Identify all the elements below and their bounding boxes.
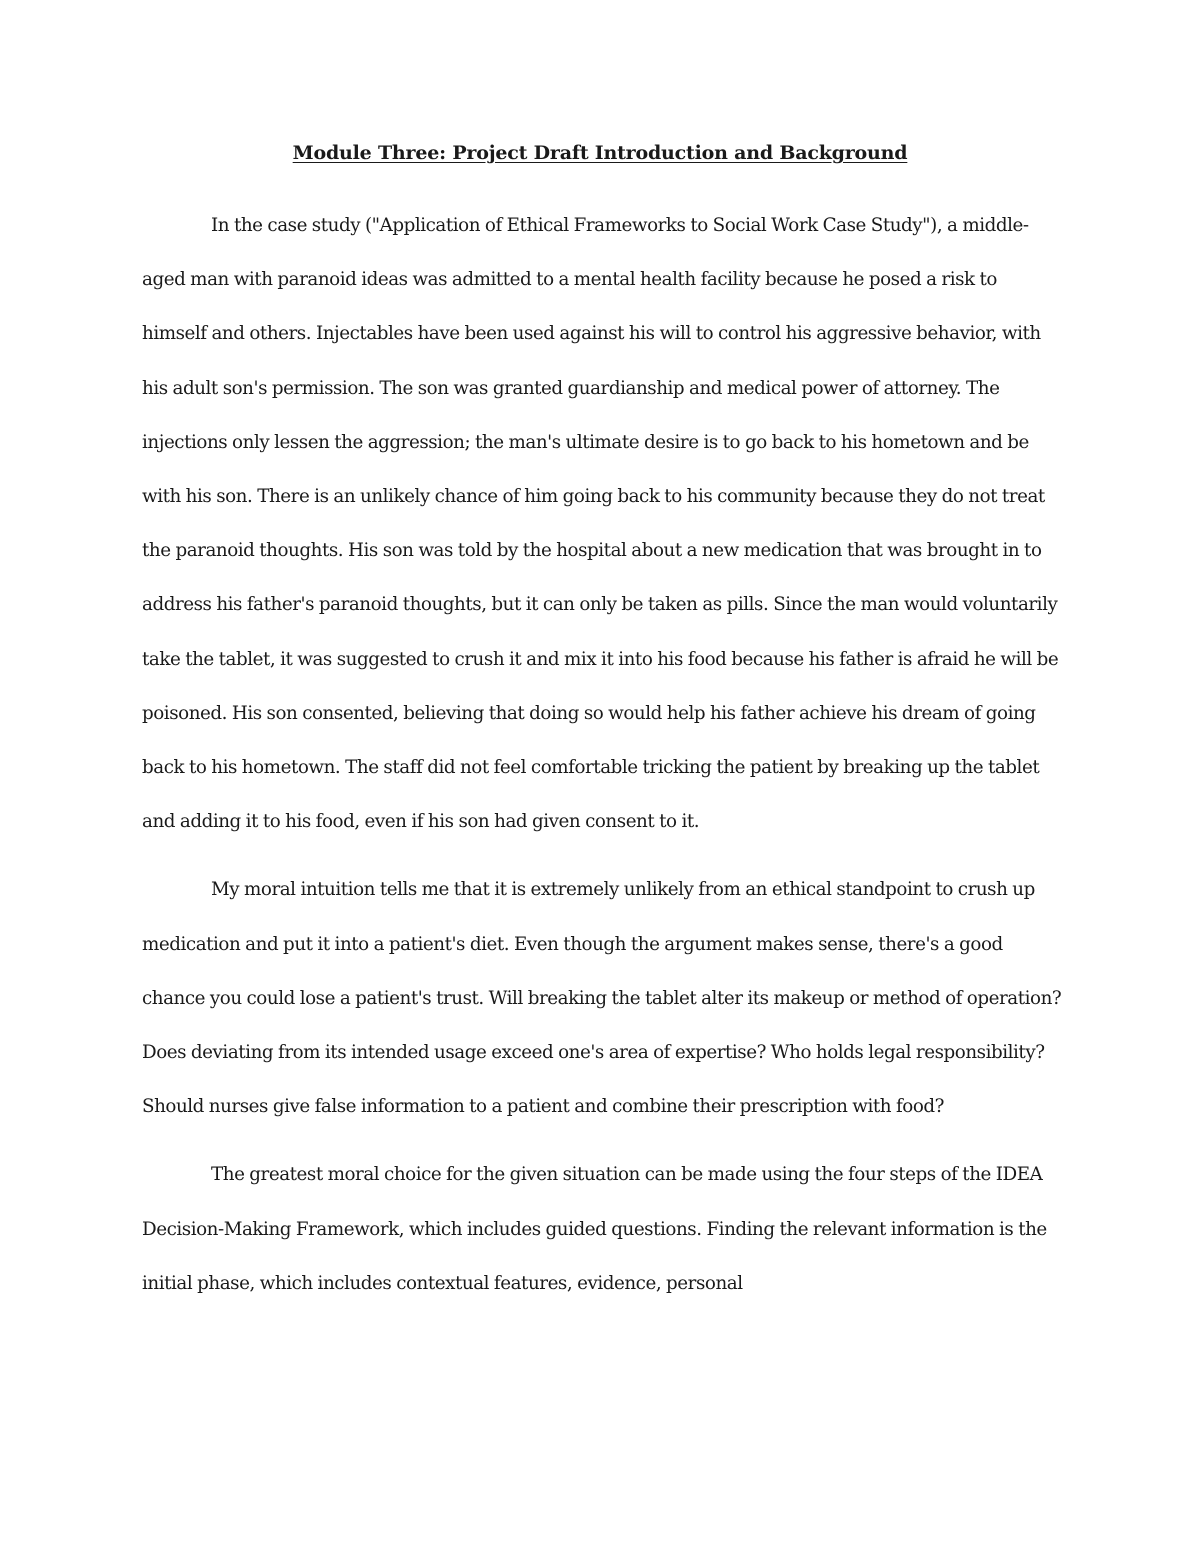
paragraph-moral-intuition: My moral intuition tells me that it is extremely unlikely from an ethical standpoint to crush up medication and put it into a patient's diet. Even though the argument makes sense, there's a good chance you could lose a patient's trust. Will breaking the tablet alter its makeup or method of operation? Does deviating from its intended usage exceed one's area of expertise? Who holds legal responsibility? Should nurses give false information to a patient and combine their prescription with food? <box>142 879 1062 1118</box>
page-title: Module Three: Project Draft Introduction and Background <box>292 142 908 164</box>
document-body <box>142 199 1062 1311</box>
paragraph-case-summary: In the case study ("Application of Ethical Frameworks to Social Work Case Study"), a middle-aged man with paranoid ideas was admitted to a mental health facility because he posed a risk to himself and others. Injectables have been used against his will to control his aggressive behavior, with his adult son's permission. The son was granted guardianship and medical power of attorney. The injections only lessen the aggression; the man's ultimate desire is to go back to his hometown and be with his son. There is an unlikely chance of him going back to his community because they do not treat the paranoid thoughts. His son was told by the hospital about a new medication that was brought in to address his father's paranoid thoughts, but it can only be taken as pills. Since the man would voluntarily take the tablet, it was suggested to crush it and mix it into his food because his father is afraid he will be poisoned. His son consented, believing that doing so would help his father achieve his dream of going back to his hometown. The staff did not feel comfortable tricking the patient by breaking up the tablet and adding it to his food, even if his son had given consent to it. <box>142 215 1059 833</box>
paragraph-idea-framework: The greatest moral choice for the given situation can be made using the four steps of the IDEA Decision-Making Framework, which includes guided questions. Finding the relevant information is the initial phase, which includes contextual features, evidence, personal <box>142 1164 1047 1294</box>
